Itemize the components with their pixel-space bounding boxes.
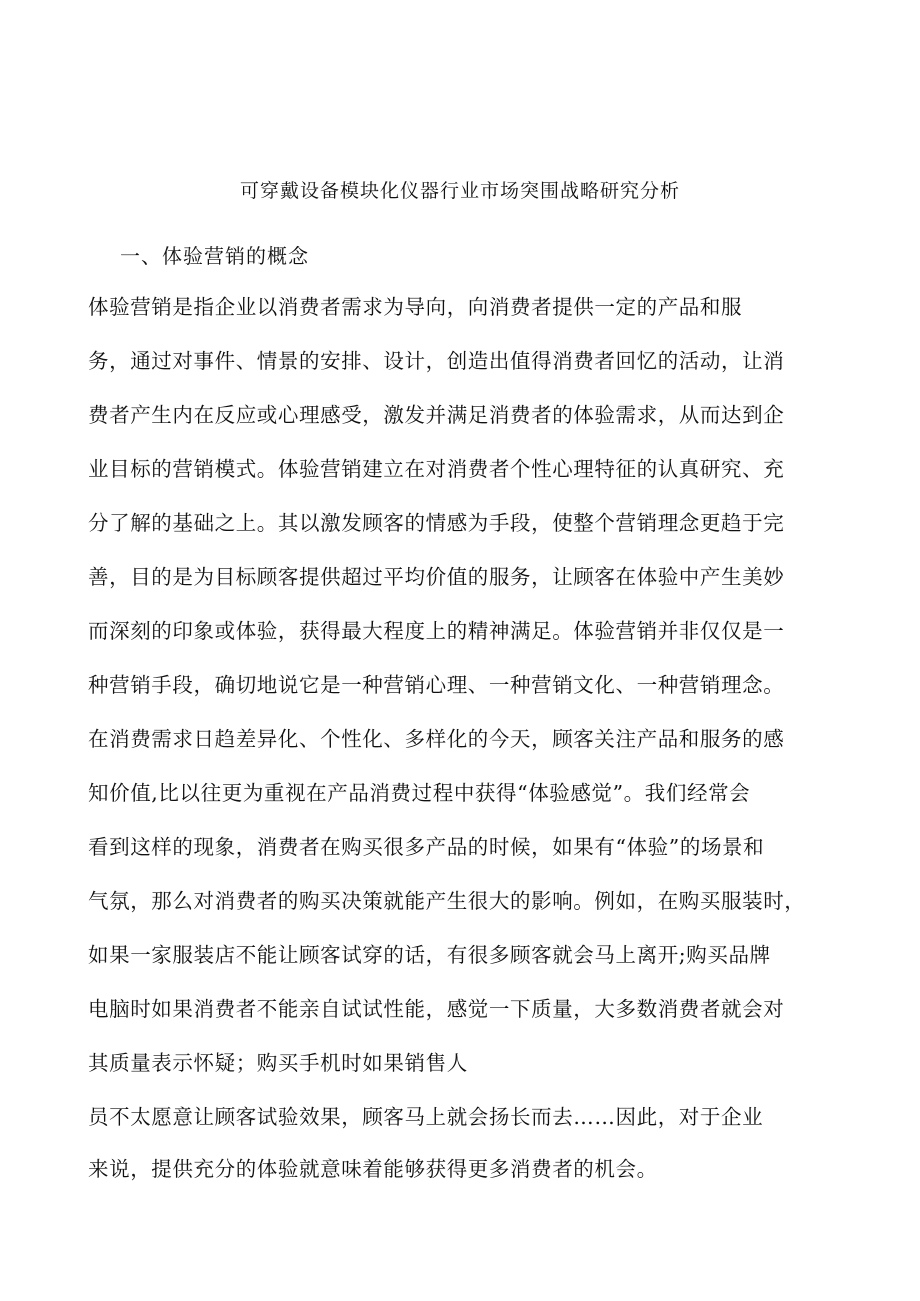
paragraph-line: 看到这样的现象，消费者在购买很多产品的时候，如果有“体验”的场景和 [88, 835, 765, 859]
paragraph-line: 而深刻的印象或体验，获得最大程度上的精神满足。体验营销并非仅仅是一 [88, 619, 785, 643]
document-title: 可穿戴设备模块化仪器行业市场突围战略研究分析 [239, 180, 680, 202]
paragraph-line: 电脑时如果消费者不能亲自试试性能，感觉一下质量，大多数消费者就会对 [88, 997, 785, 1021]
paragraph-line: 知价值,比以往更为重视在产品消费过程中获得“体验感觉”。我们经常会 [88, 781, 751, 805]
paragraph-line: 气氛，那么对消费者的购买决策就能产生很大的影响。例如，在购买服装时， [88, 889, 806, 913]
paragraph-line: 业目标的营销模式。体验营销建立在对消费者个性心理特征的认真研究、充 [88, 457, 785, 481]
paragraph-line: 在消费需求日趋差异化、个性化、多样化的今天，顾客关注产品和服务的感 [88, 727, 785, 751]
paragraph-line: 善，目的是为目标顾客提供超过平均价值的服务，让顾客在体验中产生美妙 [88, 565, 785, 589]
section-heading: 一、体验营销的概念 [120, 244, 309, 268]
paragraph-line: 其质量表示怀疑；购买手机时如果销售人 [88, 1051, 468, 1075]
paragraph-line: 分了解的基础之上。其以激发顾客的情感为手段，使整个营销理念更趋于完 [88, 511, 785, 535]
paragraph-line: 体验营销是指企业以消费者需求为导向，向消费者提供一定的产品和服 [88, 295, 743, 319]
paragraph-line: 员不太愿意让顾客试验效果，顾客马上就会扬长而去……因此，对于企业 [88, 1105, 764, 1129]
paragraph-line: 来说，提供充分的体验就意味着能够获得更多消费者的机会。 [88, 1157, 658, 1181]
paragraph-line: 务，通过对事件、情景的安排、设计，创造出值得消费者回忆的活动，让消 [88, 349, 785, 373]
paragraph-line: 种营销手段，确切地说它是一种营销心理、一种营销文化、一种营销理念。 [88, 673, 785, 697]
paragraph-line: 如果一家服装店不能让顾客试穿的话，有很多顾客就会马上离开;购买品牌 [88, 943, 771, 967]
paragraph-line: 费者产生内在反应或心理感受，激发并满足消费者的体验需求，从而达到企 [88, 403, 785, 427]
